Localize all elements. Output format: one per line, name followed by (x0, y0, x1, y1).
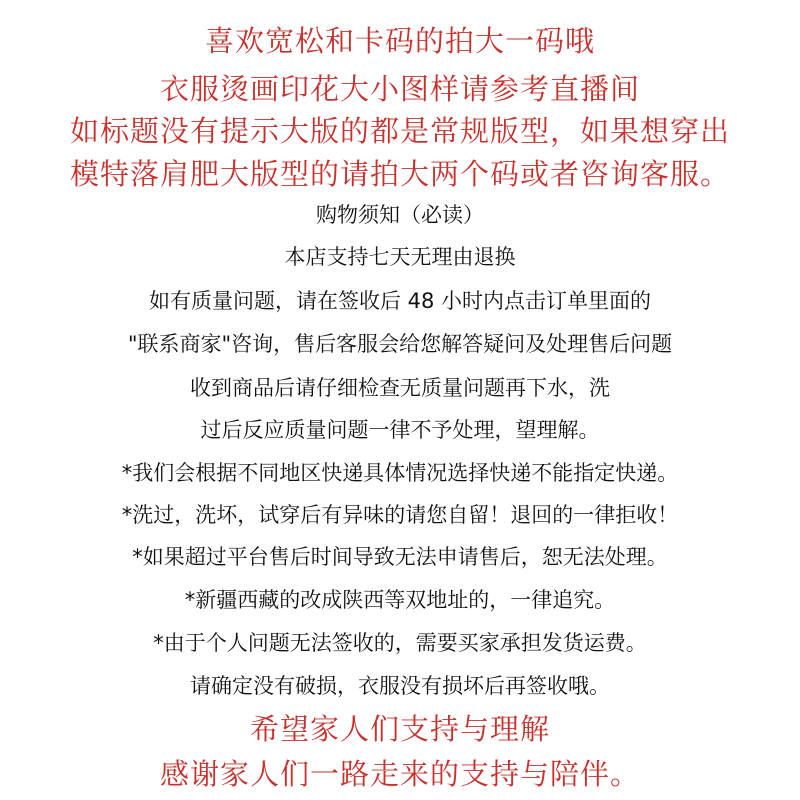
policy-title: 购物须知（必读） (316, 203, 484, 227)
closing-note-thanks: 感谢家人们一路走来的支持与陪伴。 (159, 757, 640, 791)
policy-line-inspect-2: 过后反应质量问题一律不予处理，望理解。 (200, 418, 600, 442)
header-note-print-size: 衣服烫画印花大小图样请参考直播间 (159, 72, 640, 106)
header-note-oversize-advice: 模特落肩肥大版型的请拍大两个码或者咨询客服。 (69, 157, 730, 191)
policy-line-return: 本店支持七天无理由退换 (284, 245, 516, 269)
policy-line-sign-check: 请确定没有破损，衣服没有损坏后再签收哦。 (190, 674, 610, 698)
policy-line-washed: *洗过，洗坏，试穿后有异味的请您自留！退回的一律拒收！ (121, 503, 679, 527)
policy-line-timeout: *如果超过平台售后时间导致无法申请售后，恕无法处理。 (132, 545, 668, 569)
policy-line-quality-1: 如有质量问题，请在签收后 48 小时内点击订单里面的 (148, 289, 652, 313)
closing-note-understanding: 希望家人们支持与理解 (249, 712, 550, 746)
header-note-regular-fit: 如标题没有提示大版的都是常规版型，如果想穿出 (69, 114, 730, 148)
header-note-size-advice: 喜欢宽松和卡码的拍大一码哦 (204, 24, 595, 58)
policy-line-quality-2: "联系商家"咨询，售后客服会给您解答疑问及处理售后问题 (127, 332, 673, 356)
policy-line-address: *新疆西藏的改成陕西等双地址的，一律追究。 (184, 588, 616, 612)
policy-line-inspect-1: 收到商品后请仔细检查无质量问题再下水，洗 (190, 376, 610, 400)
policy-line-refused: *由于个人问题无法签收的，需要买家承担发货运费。 (153, 631, 647, 655)
policy-line-courier: *我们会根据不同地区快递具体情况选择快递不能指定快递。 (121, 461, 679, 485)
